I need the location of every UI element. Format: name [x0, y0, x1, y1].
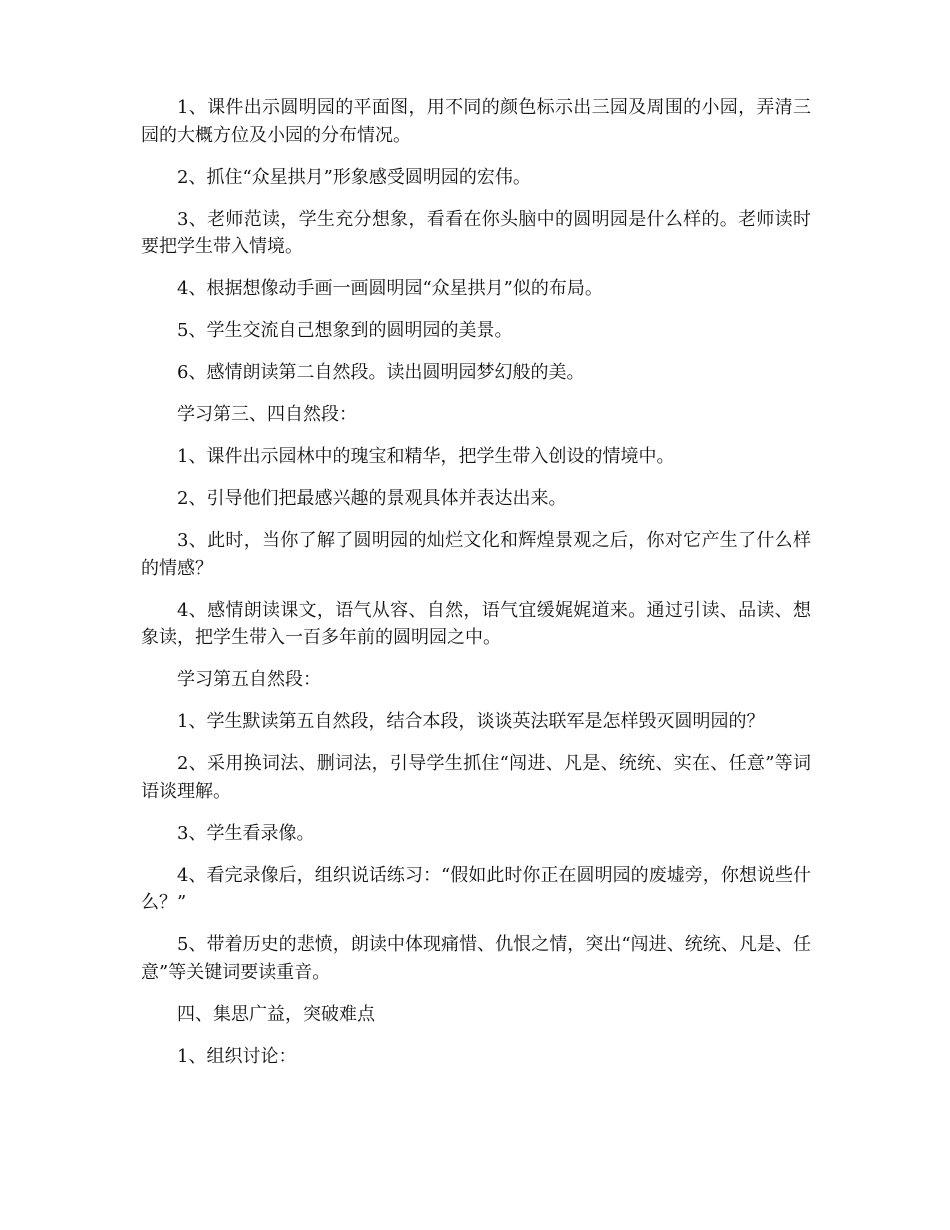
paragraph-15: 5、带着历史的悲愤，朗读中体现痛惜、仇恨之情，突出“闯进、统统、凡是、任意”等关键词要读重音。 [141, 934, 811, 983]
section-heading-four: 四、集思广益，突破难点 [177, 1003, 375, 1025]
section-heading-paragraphs-3-4: 学习第三、四自然段： [177, 404, 357, 425]
document-body [141, 94, 811, 1085]
paragraph-7: 1、课件出示园林中的瑰宝和精华，把学生带入创设的情境中。 [177, 446, 675, 467]
paragraph-8: 2、引导他们把最感兴趣的景观具体并表达出来。 [177, 488, 567, 509]
paragraph-5: 5、学生交流自己想象到的圆明园的美景。 [177, 320, 513, 341]
paragraph-13: 3、学生看录像。 [177, 822, 315, 844]
paragraph-9: 3、此时，当你了解了圆明园的灿烂文化和辉煌景观之后，你对它产生了什么样的情感？ [141, 530, 811, 579]
paragraph-12: 2、采用换词法、删词法，引导学生抓住“闯进、凡是、统统、实在、任意”等词语谈理解。 [141, 753, 811, 802]
paragraph-2: 2、抓住“众星拱月”形象感受圆明园的宏伟。 [177, 166, 531, 188]
paragraph-1: 1、课件出示圆明园的平面图，用不同的颜色标示出三园及周围的小园，弄清三园的大概方位及小园的分布情况。 [141, 97, 811, 146]
paragraph-11: 1、学生默读第五自然段，结合本段，谈谈英法联军是怎样毁灭圆明园的？ [177, 711, 765, 732]
section-heading-paragraph-5: 学习第五自然段： [177, 669, 321, 690]
paragraph-4: 4、根据想像动手画一画圆明园“众星拱月”似的布局。 [177, 278, 603, 299]
paragraph-10: 4、感情朗读课文，语气从容、自然，语气宜缓娓娓道来。通过引读、品读、想象读，把学生带入一百多年前的圆明园之中。 [141, 599, 811, 648]
paragraph-14: 4、看完录像后，组织说话练习：“假如此时你正在圆明园的废墟旁，你想说些什么？” [141, 864, 811, 913]
paragraph-3: 3、老师范读，学生充分想象，看看在你头脑中的圆明园是什么样的。老师读时要把学生带入情境。 [141, 208, 811, 257]
paragraph-6: 6、感情朗读第二自然段。读出圆明园梦幻般的美。 [177, 362, 585, 383]
paragraph-16: 1、组织讨论： [177, 1045, 297, 1067]
